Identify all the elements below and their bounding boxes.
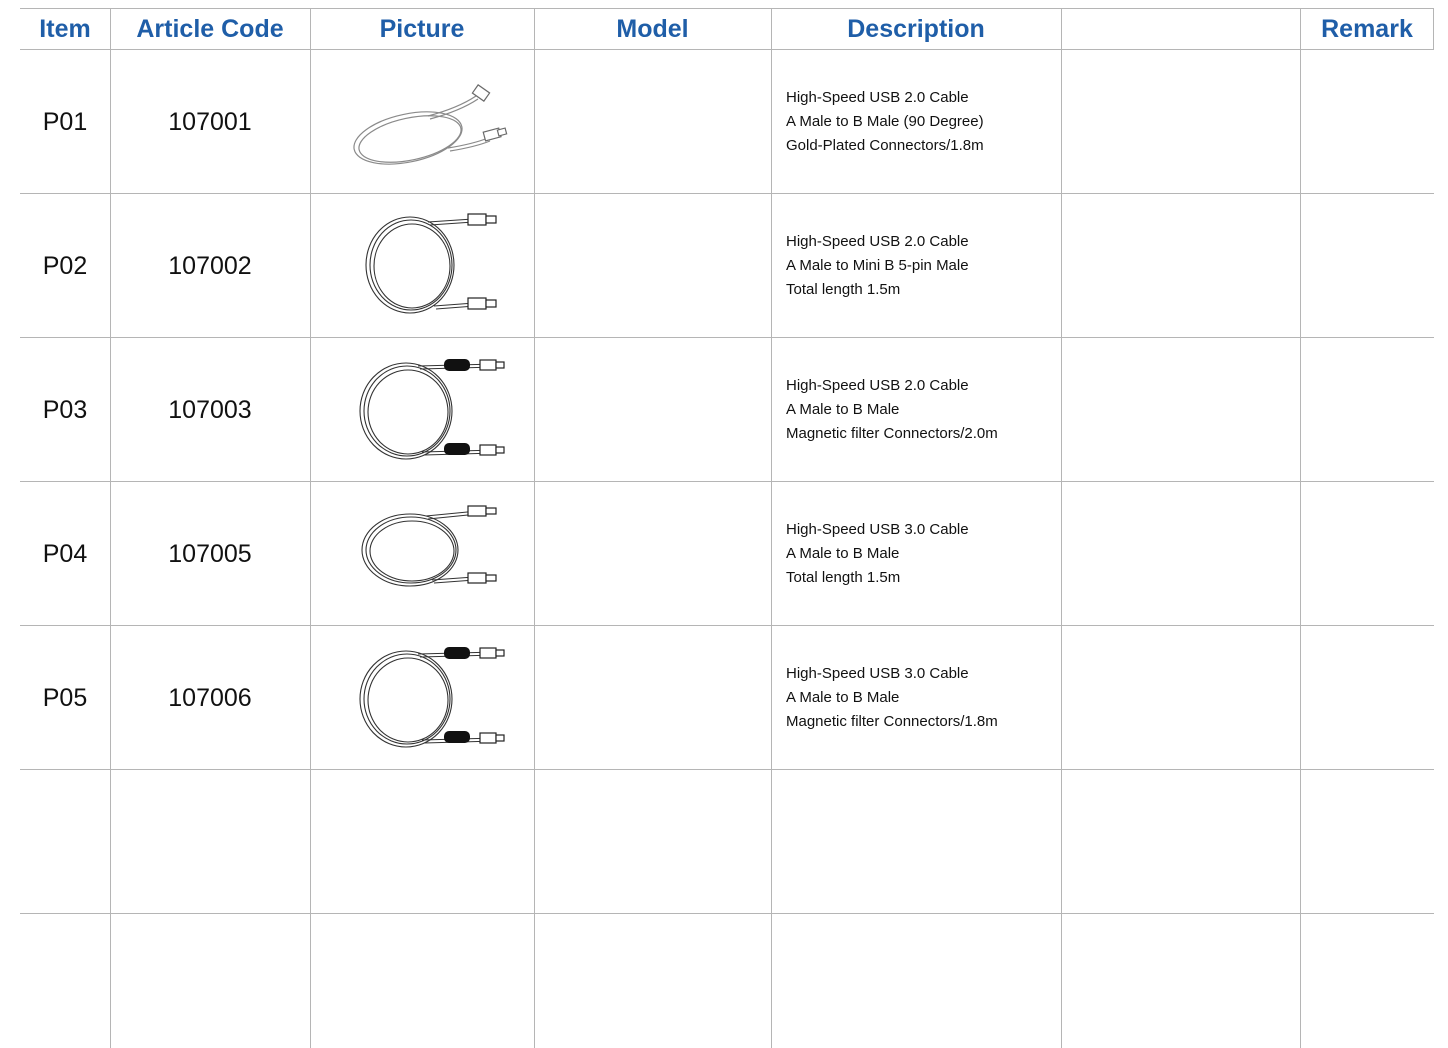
description-line-2: A Male to B Male (90 Degree) [786,113,984,130]
description-line-1: High-Speed USB 3.0 Cable [786,521,969,538]
usb-cable-ferrite-icon [348,356,508,466]
table-row-empty [20,770,1434,913]
header-model: Model [616,15,689,43]
description-line-3: Magnetic filter Connectors/2.0m [786,425,998,442]
article-code-cell: 107005 [168,540,252,568]
article-code-cell: 107001 [168,108,252,136]
header-remark: Remark [1321,15,1413,43]
description-line-3: Gold-Plated Connectors/1.8m [786,137,984,154]
grid-col-7 [1433,8,1434,50]
header-blank [1061,8,1300,50]
description-line-2: A Male to B Male [786,545,900,562]
usb-cable-90-degree-icon [348,68,508,178]
usb-cable-coiled-icon [348,500,508,610]
description-line-2: A Male to Mini B 5-pin Male [786,257,969,274]
description-cell [786,50,1056,194]
usb-cable-ferrite-icon [348,644,508,754]
article-code-cell: 107003 [168,396,252,424]
grid-line-top [20,8,1434,9]
usb-cable-coiled-icon [348,210,508,320]
description-line-1: High-Speed USB 3.0 Cable [786,665,969,682]
description-cell [786,482,1056,626]
description-cell [786,626,1056,770]
header-picture: Picture [379,15,465,43]
description-line-2: A Male to B Male [786,401,900,418]
item-cell: P04 [42,540,88,568]
description-cell [786,338,1056,482]
table-row-empty [20,914,1434,1048]
description-line-2: A Male to B Male [786,689,900,706]
header-description: Description [847,15,985,43]
description-line-3: Total length 1.5m [786,569,901,586]
item-cell: P05 [42,684,88,712]
item-cell: P03 [42,396,88,424]
item-cell: P02 [42,252,88,280]
description-line-1: High-Speed USB 2.0 Cable [786,233,969,250]
description-line-3: Total length 1.5m [786,281,901,298]
article-code-cell: 107006 [168,684,252,712]
product-table [20,8,1434,1048]
header-article-code: Article Code [136,15,284,43]
header-item: Item [39,15,91,43]
item-cell: P01 [42,108,88,136]
description-line-3: Magnetic filter Connectors/1.8m [786,713,998,730]
description-cell [786,194,1056,338]
description-line-1: High-Speed USB 2.0 Cable [786,89,969,106]
description-line-1: High-Speed USB 2.0 Cable [786,377,969,394]
article-code-cell: 107002 [168,252,252,280]
